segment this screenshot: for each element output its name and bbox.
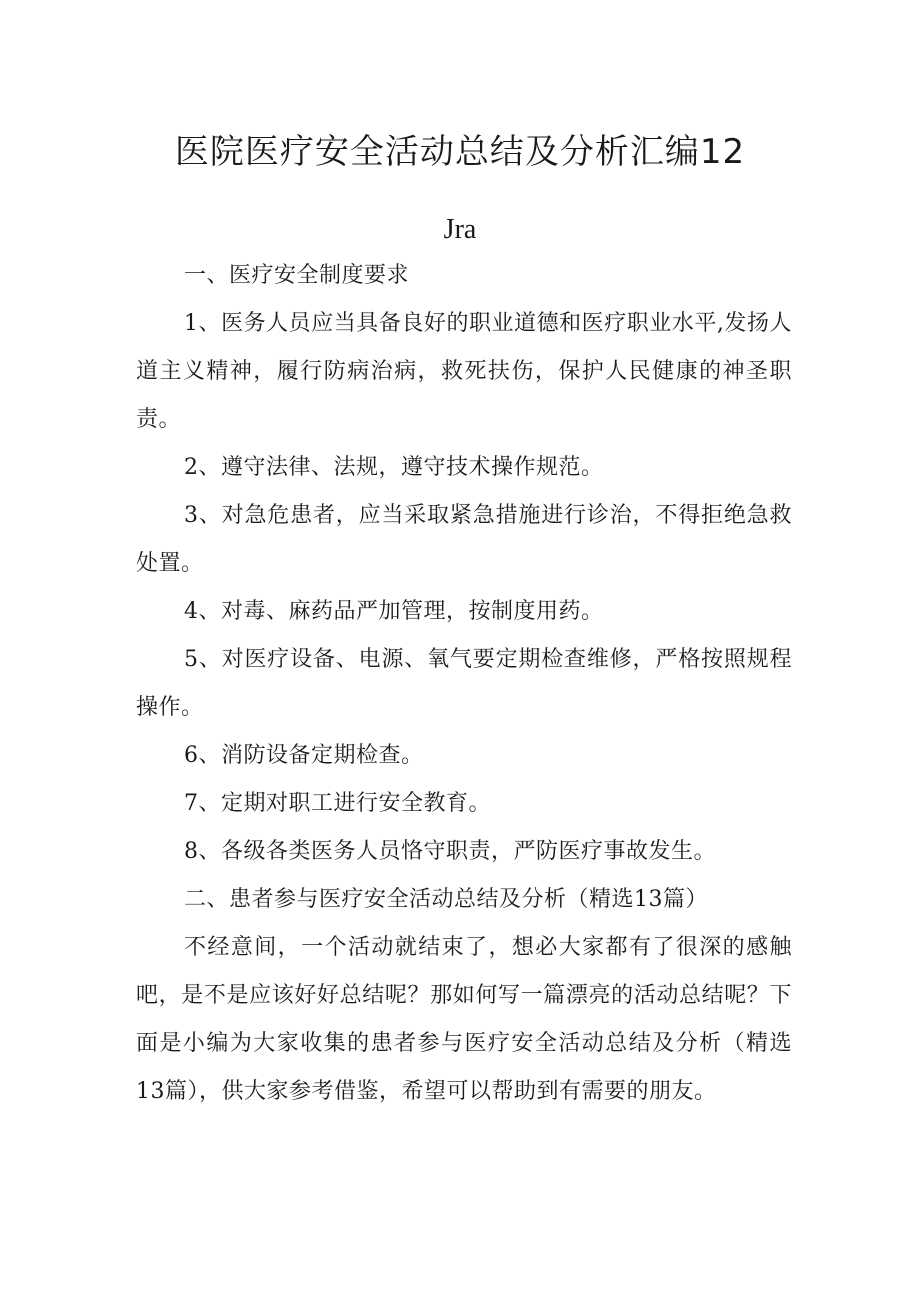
paragraph: 7、定期对职工进行安全教育。 — [184, 791, 491, 816]
paragraph: 5、对医疗设备、电源、氧气要定期检查维修，严格按照规程操作。 — [136, 647, 792, 720]
section-heading: 一、医疗安全制度要求 — [184, 263, 410, 288]
document-title: 医院医疗安全活动总结及分析汇编12 — [174, 132, 746, 172]
document-subtitle: Jra — [443, 214, 477, 245]
paragraph: 不经意间，一个活动就结束了，想必大家都有了很深的感触吧，是不是应该好好总结呢？那如何写一篇漂亮的活动总结呢？下面是小编为大家收集的患者参与医疗安全活动总结及分析（精选13篇），供大家参考借鉴，希望可以帮助到有需要的朋友。 — [136, 935, 792, 1104]
paragraph: 8、各级各类医务人员恪守职责，严防医疗事故发生。 — [184, 839, 716, 864]
document-body — [136, 252, 792, 1116]
paragraph: 6、消防设备定期检查。 — [184, 743, 424, 768]
section-heading: 二、患者参与医疗安全活动总结及分析（精选13篇） — [184, 887, 708, 912]
paragraph: 3、对急危患者，应当采取紧急措施进行诊治，不得拒绝急救处置。 — [136, 503, 792, 576]
paragraph: 1、医务人员应当具备良好的职业道德和医疗职业水平,发扬人道主义精神，履行防病治病，救死扶伤，保护人民健康的神圣职责。 — [136, 311, 792, 432]
paragraph: 2、遵守法律、法规，遵守技术操作规范。 — [184, 455, 604, 480]
paragraph: 4、对毒、麻药品严加管理，按制度用药。 — [184, 599, 604, 624]
